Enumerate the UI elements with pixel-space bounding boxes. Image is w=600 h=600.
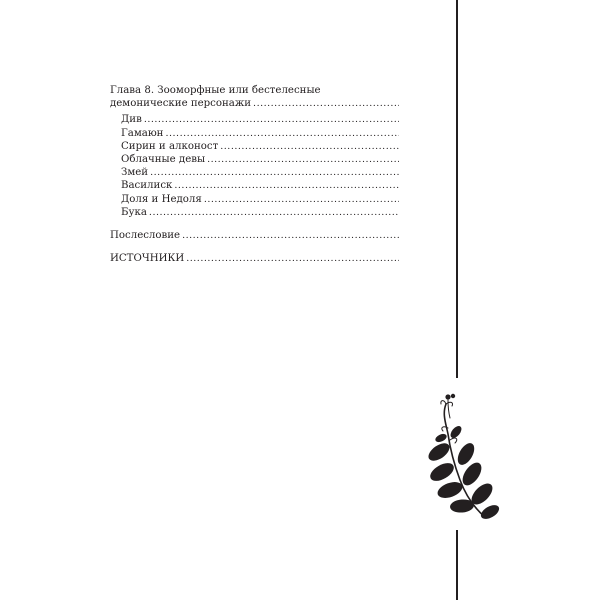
toc-entry-label: Василиск [121,180,173,192]
toc-entry-label: Гамаюн [121,127,164,139]
toc-entry-chapter-8[interactable] [110,97,399,110]
toc-entry[interactable] [110,206,399,219]
toc-entry-label: Сирин и алконост [121,140,219,152]
table-of-contents [110,84,399,265]
dot-leader [220,140,399,153]
dot-leader [182,229,399,242]
dot-leader [174,179,399,192]
dot-leader [186,252,399,265]
vertical-rule-top [456,0,458,378]
toc-afterword-label: Послесловие [110,230,181,242]
toc-entry-label: Бука [121,206,147,218]
toc-chapter-8-title-line2: демонические персонажи [110,98,252,110]
leaf-sprig-icon [412,388,502,528]
vertical-rule-bottom [456,530,458,600]
dot-leader [253,97,399,110]
toc-entry[interactable] [110,179,399,192]
toc-entry-label: Змей [121,167,149,179]
toc-entry-label: Доля и Недоля [121,193,202,205]
toc-entry[interactable] [110,127,399,140]
toc-chapter-8-title-line1: Глава 8. Зооморфные или бестелесные [110,85,321,96]
toc-sources-label: ИСТОЧНИКИ [110,253,185,265]
dot-leader [207,153,399,166]
toc-entry-afterword[interactable] [110,229,399,242]
toc-entry[interactable] [110,113,399,126]
dot-leader [204,193,399,206]
toc-entry[interactable] [110,140,399,153]
toc-entry[interactable] [110,166,399,179]
toc-entry[interactable] [110,153,399,166]
toc-entry-label: Див [121,114,142,126]
dot-leader [165,127,399,140]
dot-leader [149,206,399,219]
dot-leader [144,113,399,126]
toc-entry-label: Облачные девы [121,154,206,166]
dot-leader [150,166,399,179]
toc-entry-sources[interactable] [110,252,399,265]
toc-entry[interactable] [110,193,399,206]
